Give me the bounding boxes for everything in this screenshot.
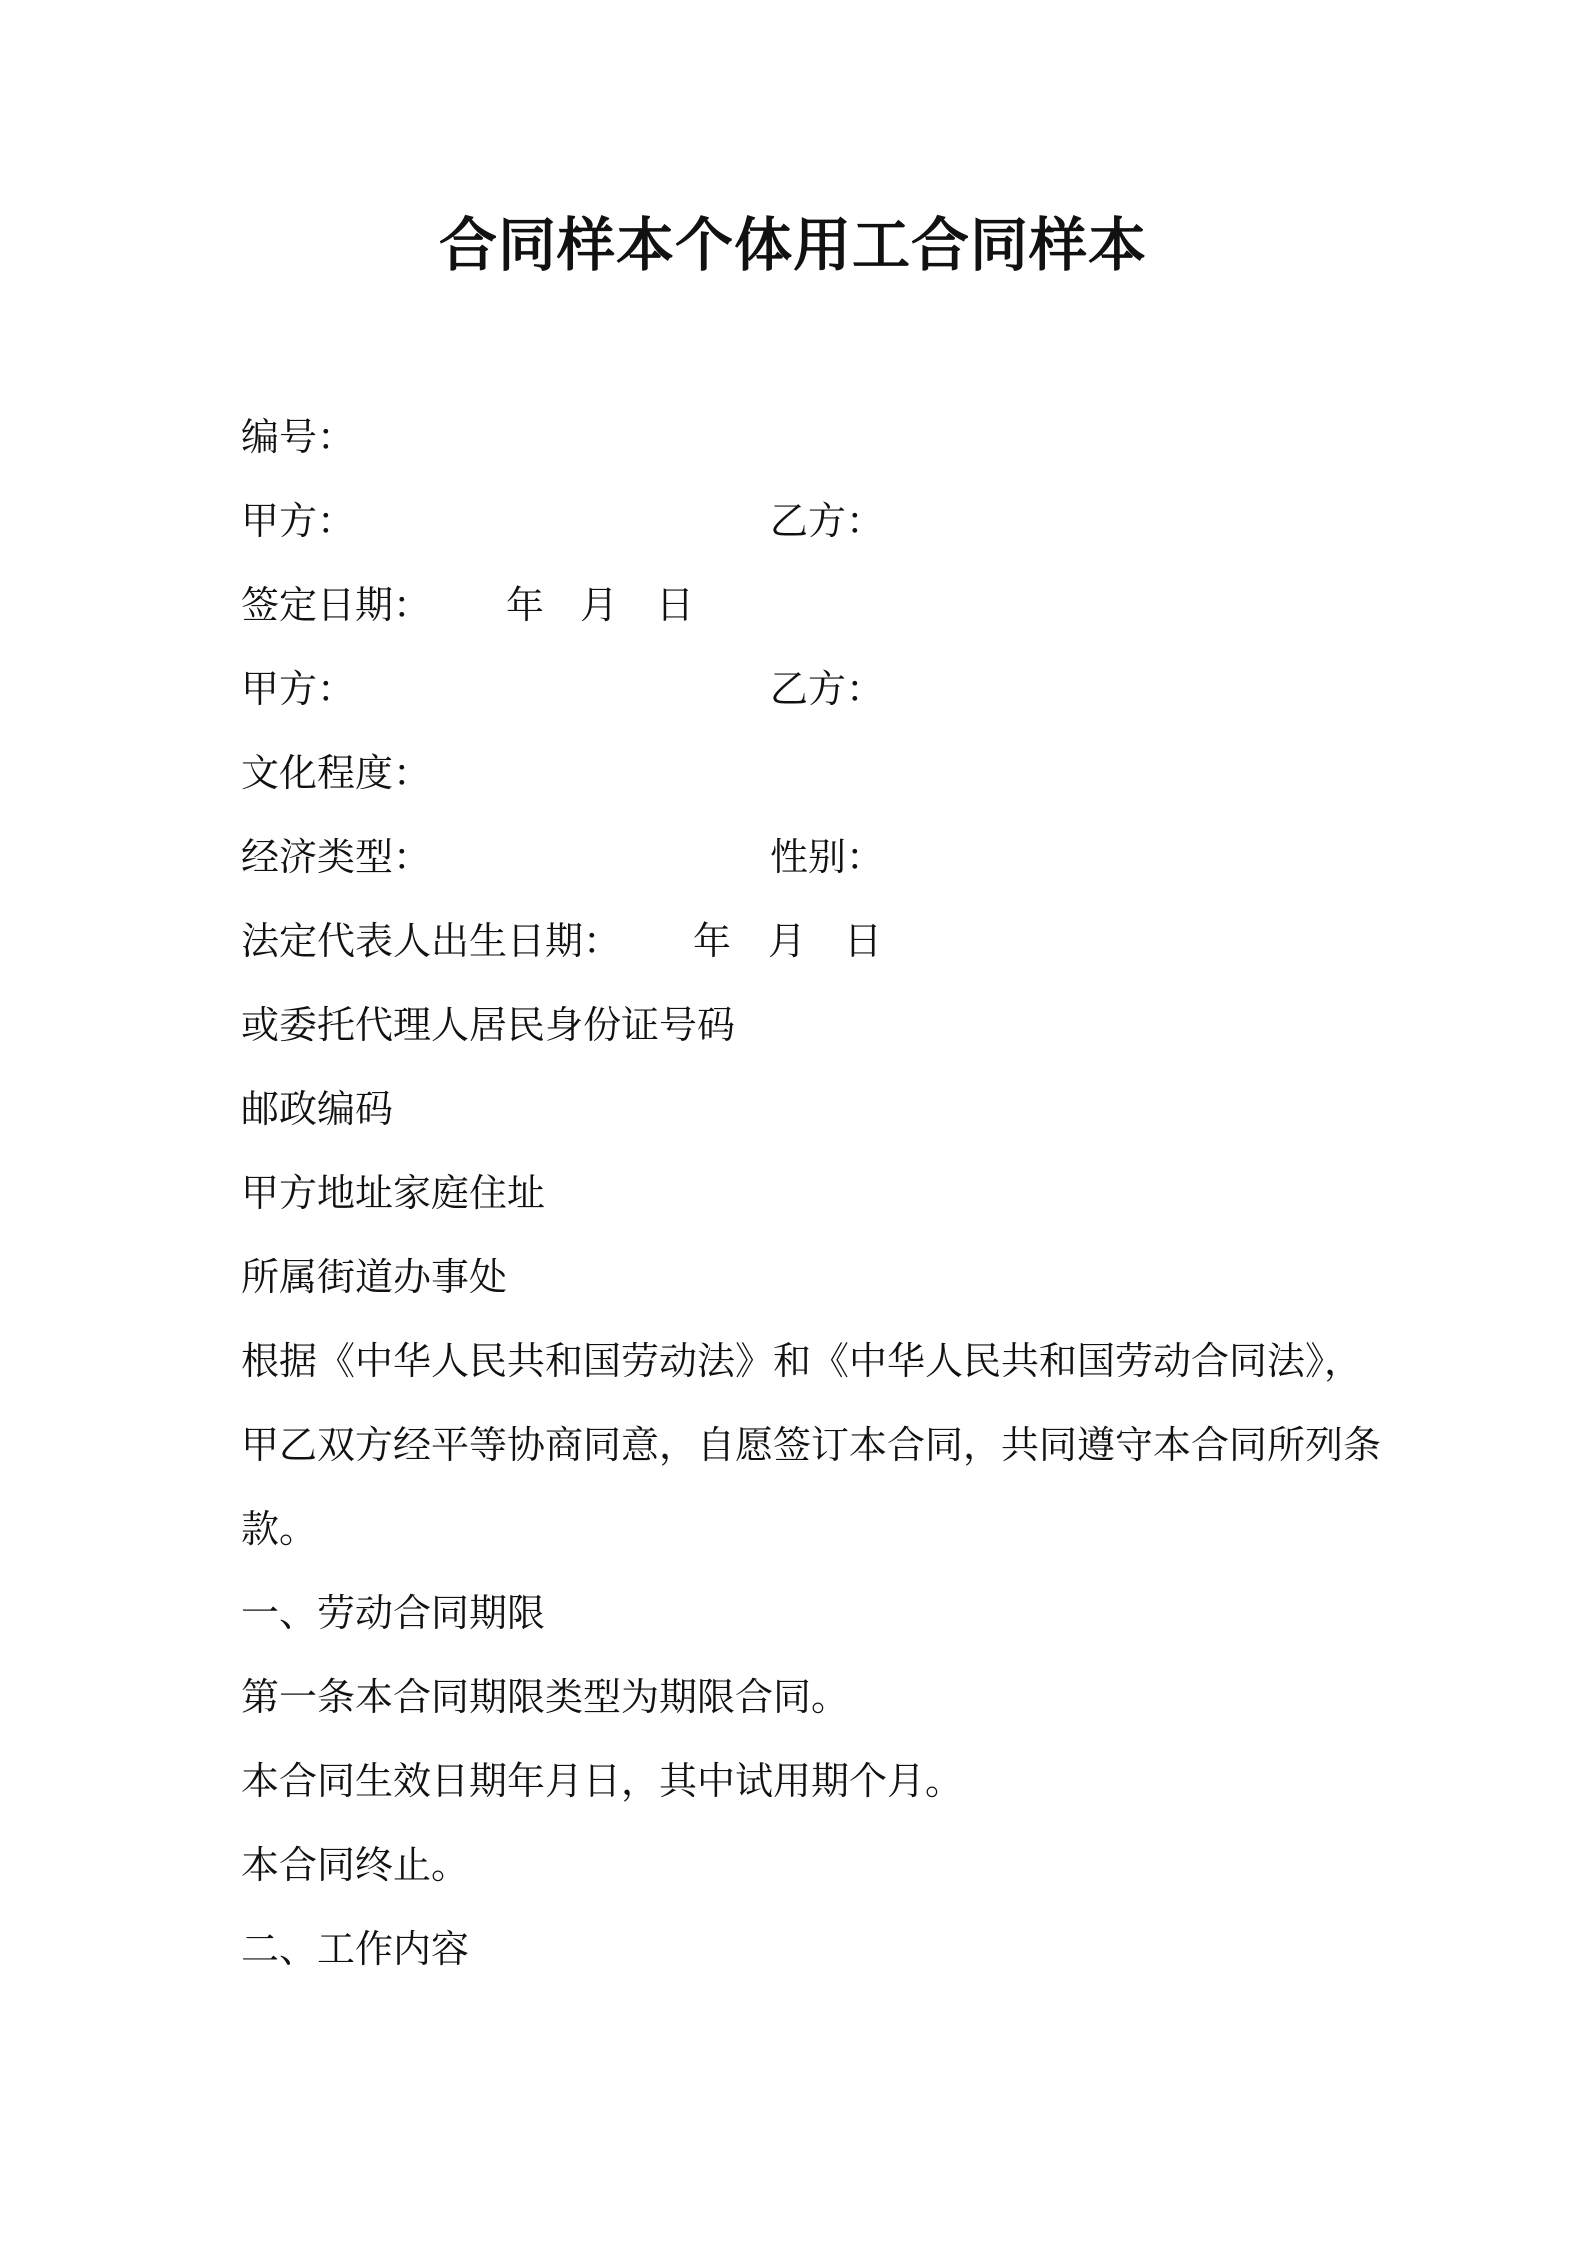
field-sign-date-label: 签定日期： xyxy=(241,583,432,627)
preamble-line-2: 甲乙双方经平等协商同意，自愿签订本合同，共同遵守本合同所列条 xyxy=(241,1423,1382,1467)
preamble-line-3: 款。 xyxy=(241,1507,318,1551)
sign-date-month: 月 xyxy=(580,583,619,627)
field-education-label: 文化程度： xyxy=(241,751,432,795)
birth-date-year: 年 xyxy=(693,919,732,963)
sign-date-year: 年 xyxy=(506,583,545,627)
field-party-b-label-2: 乙方： xyxy=(770,667,885,711)
section-heading-1: 一、劳动合同期限 xyxy=(241,1591,546,1635)
field-party-b-label: 乙方： xyxy=(770,499,885,543)
field-legal-rep-birth-label: 法定代表人出生日期： xyxy=(241,919,622,963)
field-street-office-label: 所属街道办事处 xyxy=(241,1255,508,1299)
field-agent-id-label: 或委托代理人居民身份证号码 xyxy=(241,1003,736,1047)
termination-clause: 本合同终止。 xyxy=(241,1843,470,1887)
effective-date-clause: 本合同生效日期年月日，其中试用期个月。 xyxy=(241,1759,964,1803)
field-address-label: 甲方地址家庭住址 xyxy=(241,1171,546,1215)
sign-date-day: 日 xyxy=(656,583,695,627)
field-economic-type-label: 经济类型： xyxy=(241,835,432,879)
field-postal-code-label: 邮政编码 xyxy=(241,1087,394,1131)
field-party-a-label: 甲方： xyxy=(241,499,356,543)
field-gender-label: 性别： xyxy=(770,835,885,879)
birth-date-day: 日 xyxy=(844,919,883,963)
field-party-a-label-2: 甲方： xyxy=(241,667,356,711)
preamble-line-1: 根据《中华人民共和国劳动法》和《中华人民共和国劳动合同法》， xyxy=(241,1339,1363,1383)
birth-date-month: 月 xyxy=(768,919,807,963)
field-number-label: 编号： xyxy=(241,415,356,459)
section-heading-2: 二、工作内容 xyxy=(241,1927,470,1971)
document-title: 合同样本个体用工合同样本 xyxy=(438,211,1147,279)
article-1: 第一条本合同期限类型为期限合同。 xyxy=(241,1675,850,1719)
